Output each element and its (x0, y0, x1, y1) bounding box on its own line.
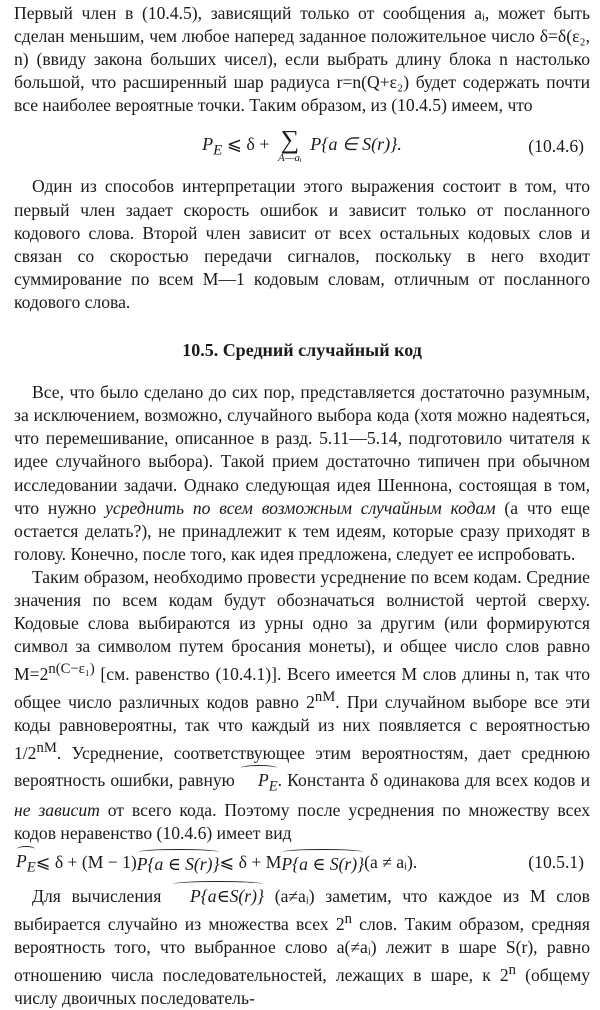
text-segment: (а что еще остается делать?), не принадлежит к тем идеям, которые сразу приходят в голову. Конечно, после того, как идея предложена, следует ее испробовать. (14, 497, 590, 564)
paragraph-law-of-large-numbers: Первый член в (10.4.5), зависящий только от сообщения aᵢ, может быть сделан меньшим, чем любое наперед заданное положительное число δ=δ(ε₂, n) (ввиду закона больших чисел), если выбрать длину блока n настолько большой, что расширенный шар радиуса r=n(Q+ε₂) будет содержать почти все наиболее вероятные точки. Таким образом, из (10.4.5) имеем, что (14, 3, 590, 116)
equation-number: (10.4.6) (528, 136, 584, 157)
equation-number: (10.5.1) (528, 852, 584, 873)
formula-body (202, 125, 402, 165)
formula-10-5-1 (14, 845, 590, 881)
averaged-probability: P{a ∈ S(r)} (137, 849, 220, 876)
exponent: n(C−ε₁) (48, 661, 95, 678)
formula-10-4-6 (14, 117, 590, 175)
section-title: 10.5. Средний случайный код (182, 340, 422, 361)
paragraph-computation (14, 881, 590, 1010)
text-segment: [см. равенство (10.4.1)]. Всего имеется M слов длины n, так что общее число различных кодов равно 2 (14, 664, 590, 713)
paragraph-interpretation: Один из способов интерпретации этого выражения состоит в том, что первый член задает скорость ошибок и зависит только от посланного кодового слова. Второй член зависит от всех остальных кодовых слов и связан со скоростью передачи сигналов, поскольку в него входит суммирование по всем M—1 кодовым словам, отличным от посланного кодового слова. (14, 176, 590, 312)
text-segment: (общему числу двоичных последователь- (14, 965, 590, 1009)
formula-segment: (a ≠ aᵢ). (364, 852, 418, 873)
emphasis-not-depend: не зависит (14, 799, 100, 820)
text-segment: . При случайном выборе все эти коды равновероятны, так что каждый из них появляется с вероятностью 1/2 (14, 692, 590, 764)
pe-subscript: E (213, 143, 223, 160)
text-segment: Для вычисления (32, 886, 172, 906)
averaged-probability: P{a∈S(r)} (172, 881, 264, 908)
averaged-pe (16, 846, 36, 880)
paragraph-averaging (14, 566, 590, 845)
formula-segment: ⩽ δ + (M − 1) (35, 852, 137, 873)
averaged-probability: P{a ∈ S(r)} (281, 849, 364, 876)
exponent: nM (36, 740, 57, 757)
pe-symbol: P (202, 134, 214, 155)
pe-symbol: P (257, 770, 269, 791)
paragraph-shannon-idea (14, 381, 590, 566)
exponent: n (344, 911, 352, 928)
text-segment: от всего кода. Поэтому после усреднения по множеству всех кодов неравенство (10.4.6) имеет вид (14, 799, 590, 843)
averaged-pe (240, 765, 278, 799)
formula-relation: ⩽ δ + (222, 134, 275, 155)
exponent: nM (314, 689, 336, 706)
pe-subscript: E (26, 859, 36, 876)
text-segment: Все, что было сделано до сих пор, представляется достаточно разумным, за исключением, возможно, случайного выбора кода (хотя можно надеяться, что перемешивание, описанное в разд. 5.11—5.14, подготовило читателя к идее случайного выбора). Такой прием достаточно типичен при обычном исследовании задачи. Однако следующая идея Шеннона, состоящая в том, что нужно (14, 382, 590, 518)
summation (278, 125, 302, 165)
text-segment: . Усреднение, соответствующее этим вероятностям, дает среднюю вероятность ошибки, равную (14, 743, 590, 791)
text-segment: (a≠aᵢ) заметим, что каждое из M слов выбирается случайно из множества всех 2 (14, 886, 590, 934)
exponent: n (508, 962, 516, 979)
formula-segment: ⩽ δ + M (219, 852, 282, 873)
sigma-symbol: ∑ (280, 125, 300, 155)
text-segment: слов. Таким образом, средняя вероятность того, что выбранное слово a(≠aᵢ) лежит в шаре S(r), равно отношению числа последовательностей, лежащих в шаре, к 2 (14, 913, 590, 985)
sum-index: A—aᵢ (278, 152, 302, 165)
emphasis-average-codes: усреднить по всем возможным случайным кодам (105, 497, 496, 518)
formula-probability: P{a ∈ S(r)}. (310, 134, 402, 155)
pe-symbol: P (16, 851, 27, 872)
text-segment: Таким образом, необходимо провести усреднение по всем кодам. Средние значения по всем кодам будут обозначаться волнистой чертой сверху. Кодовые слова выбираются из урны одно за другим (или формируются символ за символом путем бросания монеты), и общее число слов равно M=2 (14, 566, 590, 685)
text-segment: . Константа δ одинакова для всех кодов и (277, 770, 590, 791)
pe-subscript: E (268, 778, 278, 795)
